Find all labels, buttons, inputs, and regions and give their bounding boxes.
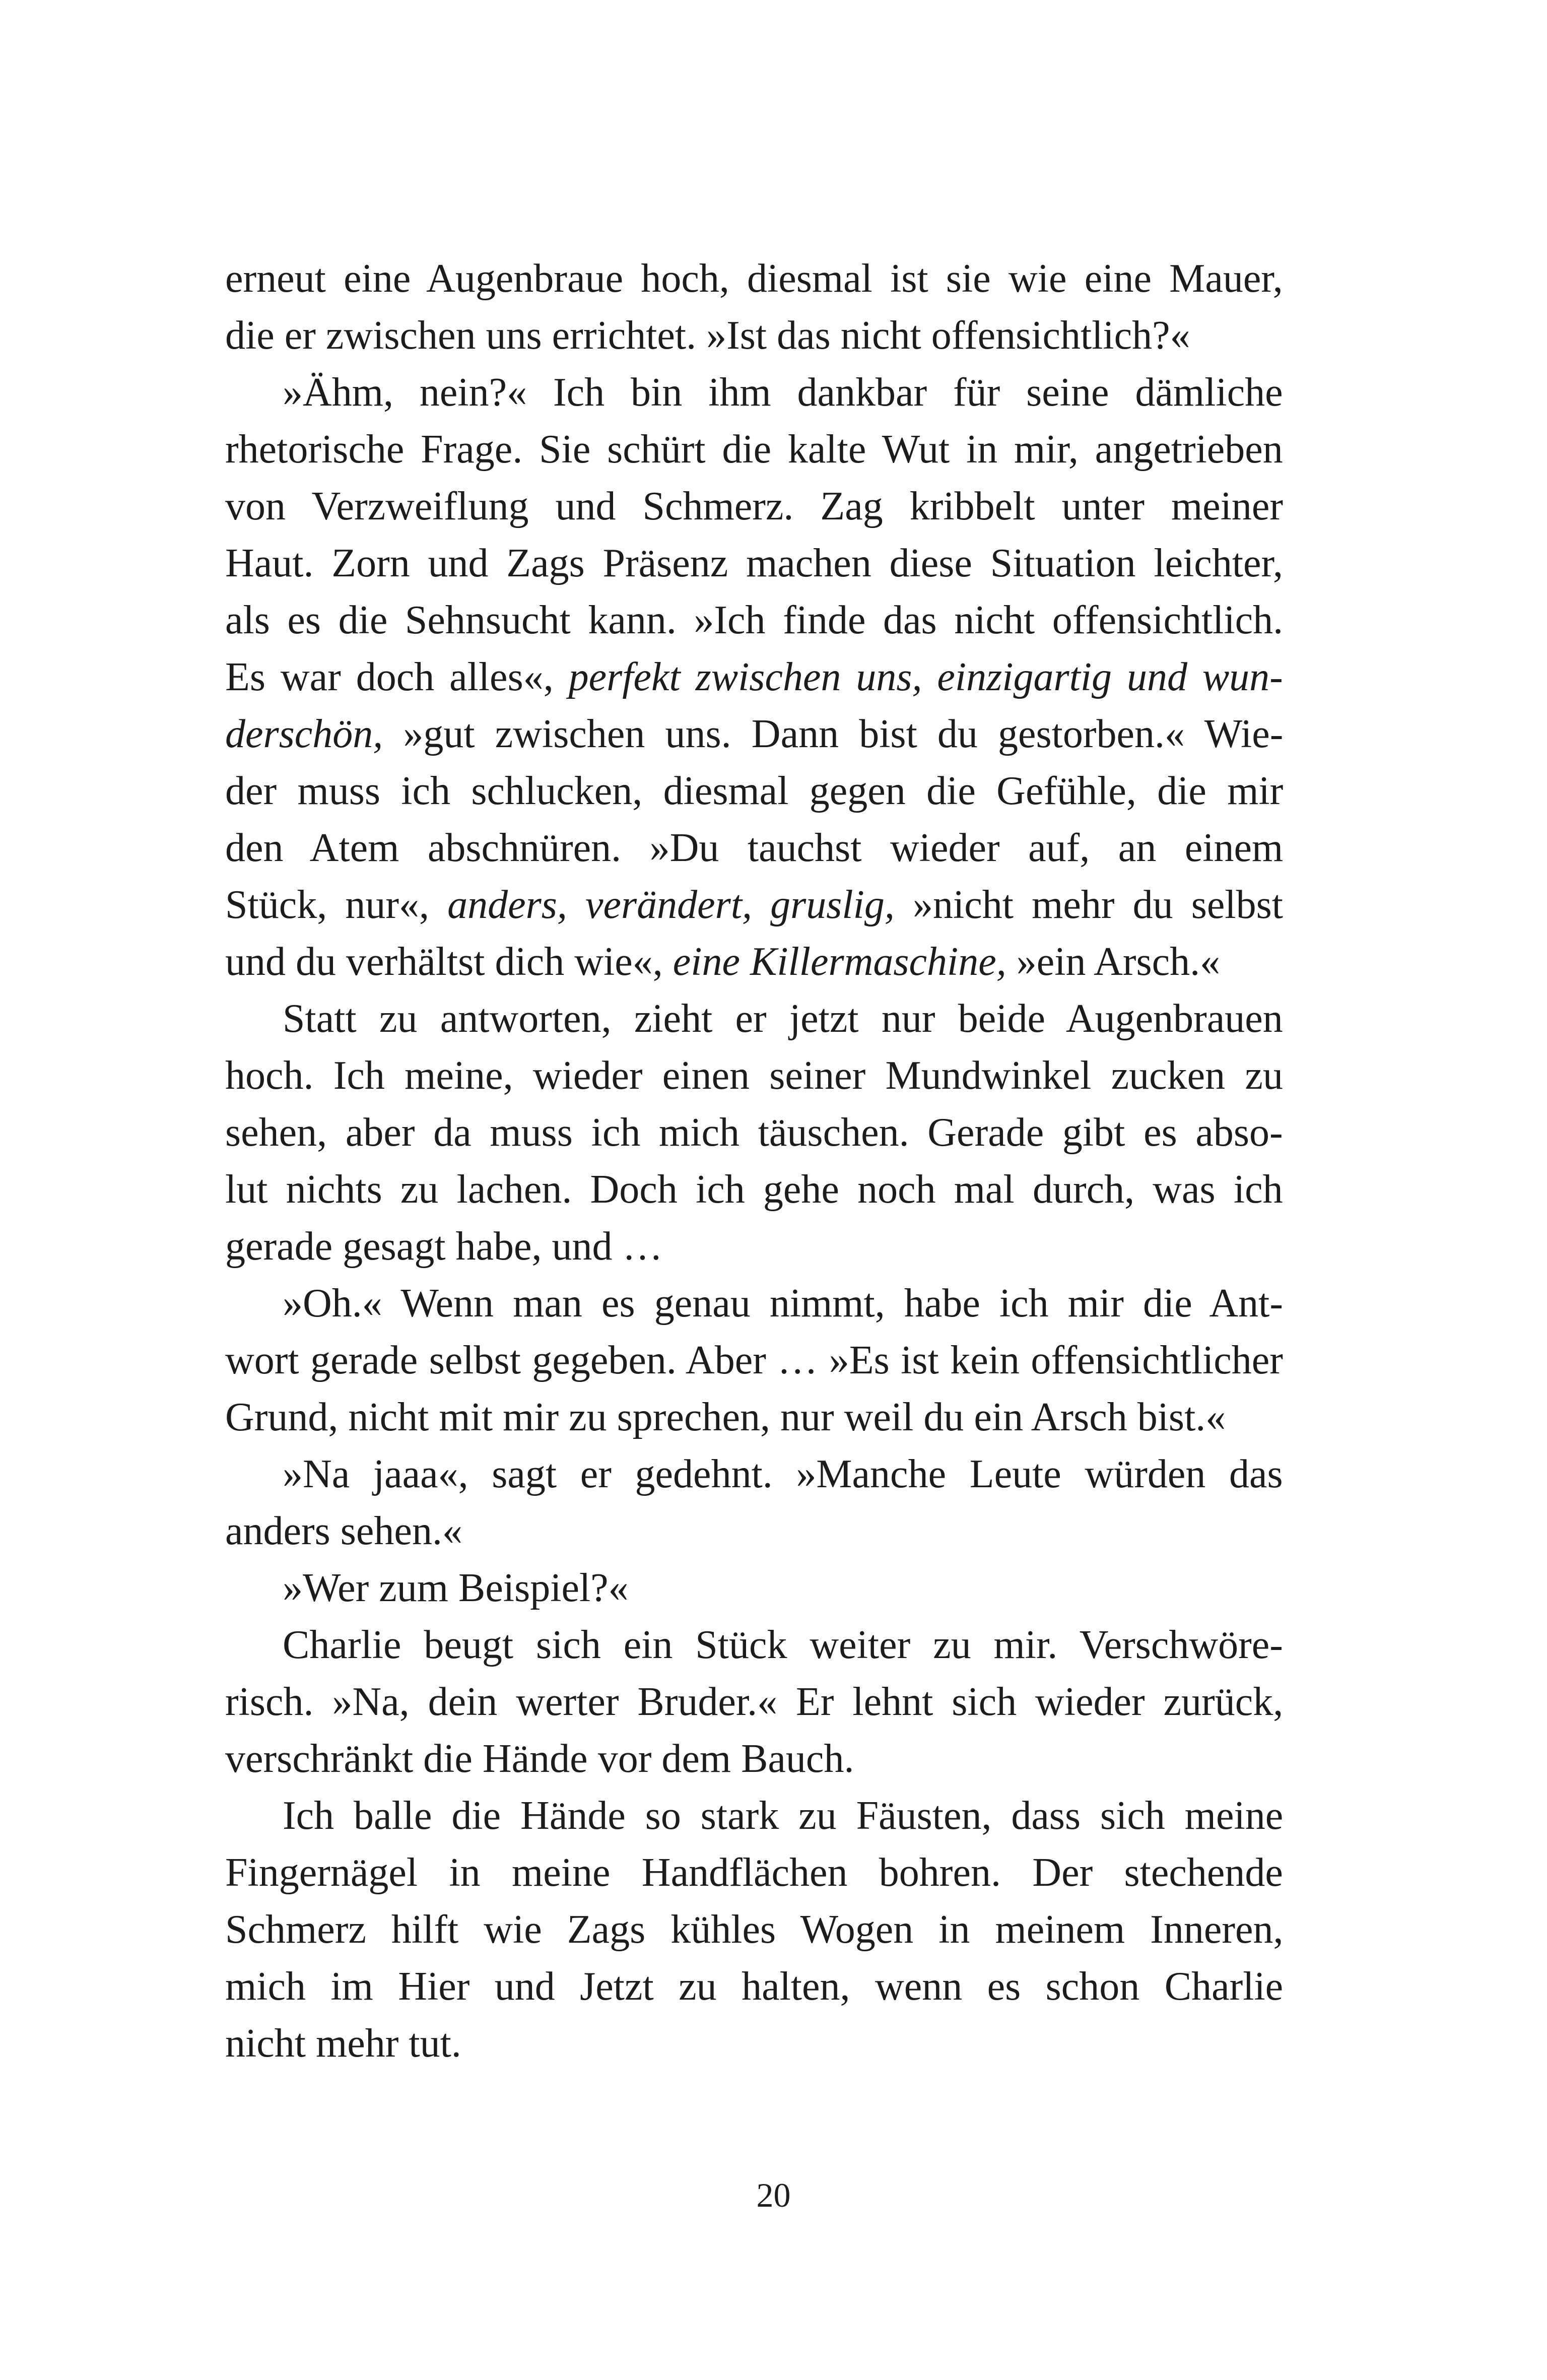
- text-segment: wort gerade selbst gegeben. Aber … »Es ist kein offensichtlicher: [225, 1338, 1283, 1382]
- text-segment: hoch. Ich meine, wieder einen seiner Mundwinkel zucken zu: [225, 1053, 1283, 1098]
- text-segment: mich im Hier und Jetzt zu halten, wenn es schon Charlie: [225, 1964, 1284, 2009]
- text-line: [225, 1503, 462, 1559]
- text-segment: nicht mehr tut.: [225, 2021, 461, 2066]
- text-segment: von Verzweiflung und Schmerz. Zag kribbelt unter meiner: [225, 484, 1284, 528]
- text-segment: Schmerz hilft wie Zags kühles Wogen in meinem Inneren,: [225, 1907, 1284, 1952]
- text-segment: den Atem abschnüren. »Du tauchst wieder auf, an einem: [225, 826, 1284, 870]
- text-line: [283, 1617, 1283, 1673]
- text-line: [283, 991, 1283, 1046]
- text-segment: Ich balle die Hände so stark zu Fäusten, dass sich meine: [283, 1794, 1284, 1838]
- text-line: [225, 251, 1283, 306]
- text-segment: der muss ich schlucken, diesmal gegen die Gefühle, die mir: [225, 769, 1284, 813]
- italic-text: derschön,: [225, 712, 383, 756]
- text-segment: die er zwischen uns errichtet. »Ist das nicht offensichtlich?«: [225, 313, 1190, 358]
- text-line: [225, 308, 1190, 363]
- text-segment: »gut zwischen uns. Dann bist du gestorben.« Wie-: [383, 712, 1284, 756]
- text-line: [225, 1902, 1283, 1957]
- text-segment: rhetorische Frage. Sie schürt die kalte Wut in mir, angetrieben: [225, 427, 1283, 472]
- text-segment: sehen, aber da muss ich mich täuschen. Gerade gibt es abso-: [225, 1110, 1283, 1155]
- text-segment: Grund, nicht mit mir zu sprechen, nur weil du ein Arsch bist.«: [225, 1395, 1226, 1439]
- text-line: [225, 1219, 663, 1274]
- text-line: [225, 1048, 1283, 1103]
- text-line: [225, 706, 1283, 762]
- text-line: [225, 422, 1283, 477]
- text-segment: Fingernägel in meine Handflächen bohren. Der stechende: [225, 1850, 1283, 1895]
- text-segment: als es die Sehnsucht kann. »Ich finde das nicht offensichtlich.: [225, 598, 1284, 642]
- text-segment: »ein Arsch.«: [1006, 940, 1221, 984]
- text-line: [225, 934, 1220, 989]
- text-segment: gerade gesagt habe, und …: [225, 1224, 663, 1269]
- text-segment: erneut eine Augenbraue hoch, diesmal ist sie wie eine Mauer,: [225, 256, 1283, 301]
- text-line: [225, 877, 1283, 933]
- text-line: [225, 1959, 1283, 2014]
- text-line: [225, 2016, 461, 2071]
- text-line: [225, 1845, 1283, 1900]
- italic-text: eine Killermaschine,: [672, 940, 1006, 984]
- text-line: [283, 1788, 1283, 1843]
- text-line: [225, 820, 1283, 876]
- text-segment: Stück, nur«,: [225, 883, 448, 927]
- text-line: [225, 1674, 1283, 1730]
- text-line: [283, 1560, 629, 1616]
- italic-text: perfekt zwischen uns, einzigartig und wun-: [568, 655, 1283, 699]
- text-segment: Es war doch alles«,: [225, 655, 569, 699]
- text-line: [225, 649, 1283, 705]
- text-segment: anders sehen.«: [225, 1509, 462, 1553]
- text-segment: Charlie beugt sich ein Stück weiter zu mir. Verschwöre-: [283, 1623, 1283, 1667]
- text-segment: verschränkt die Hände vor dem Bauch.: [225, 1737, 854, 1781]
- italic-text: anders, verändert, gruslig,: [447, 883, 895, 927]
- text-line: [225, 1333, 1283, 1388]
- text-segment: »Na jaaa«, sagt er gedehnt. »Manche Leute würden das: [283, 1452, 1283, 1496]
- text-line: [283, 365, 1283, 420]
- text-segment: risch. »Na, dein werter Bruder.« Er lehnt sich wieder zurück,: [225, 1680, 1284, 1724]
- text-segment: Statt zu antworten, zieht er jetzt nur beide Augenbrauen: [283, 997, 1283, 1041]
- text-line: [225, 536, 1283, 591]
- text-line: [225, 1390, 1226, 1445]
- text-line: [225, 592, 1283, 648]
- text-segment: lut nichts zu lachen. Doch ich gehe noch mal durch, was ich: [225, 1167, 1283, 1212]
- text-line: [225, 1731, 854, 1787]
- text-segment: »Wer zum Beispiel?«: [283, 1566, 629, 1610]
- text-line: [225, 1162, 1283, 1217]
- text-line: [225, 1105, 1283, 1160]
- text-segment: »Oh.« Wenn man es genau nimmt, habe ich mir die Ant-: [283, 1281, 1284, 1326]
- text-line: [283, 1446, 1283, 1502]
- text-line: [283, 1276, 1283, 1331]
- text-segment: »Ähm, nein?« Ich bin ihm dankbar für seine dämliche: [283, 370, 1283, 415]
- page-number: 20: [756, 2176, 791, 2214]
- text-line: [225, 479, 1283, 534]
- text-segment: und du verhältst dich wie«,: [225, 940, 673, 984]
- text-segment: Haut. Zorn und Zags Präsenz machen diese Situation leichter,: [225, 541, 1283, 585]
- text-segment: »nicht mehr du selbst: [894, 883, 1283, 927]
- text-line: [225, 763, 1283, 819]
